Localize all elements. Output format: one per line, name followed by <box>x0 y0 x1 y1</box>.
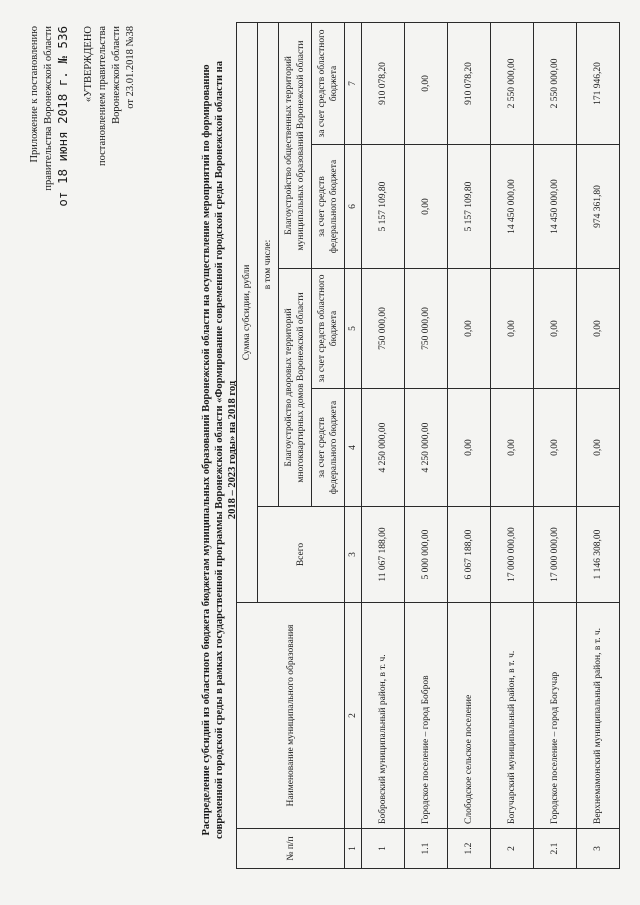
yards-regional-amount: 0,00 <box>491 269 534 389</box>
yards-federal-amount: 0,00 <box>577 389 620 507</box>
row-number: 2 <box>491 829 534 869</box>
order-line: от 18 июня 2018 г. № 536 <box>55 26 70 207</box>
row-number: 3 <box>577 829 620 869</box>
column-index: 1 <box>345 829 362 869</box>
header-municipality: Наименование муниципального образования <box>237 603 345 829</box>
yards-regional-amount: 0,00 <box>448 269 491 389</box>
header-federal-funds: за счет средств федерального бюджета <box>312 389 345 507</box>
approved-line-2: постановлением правительства <box>97 26 108 167</box>
header-yard-improvement: Благоустройство дворовых территорий многоквартирных домов Воронежской области <box>279 269 312 507</box>
yards-regional-amount: 750 000,00 <box>362 269 405 389</box>
table-row <box>448 22 491 868</box>
total-amount: 17 000 000,00 <box>491 507 534 603</box>
row-number: 1.1 <box>405 829 448 869</box>
yards-federal-amount: 4 250 000,00 <box>362 389 405 507</box>
column-index: 7 <box>345 22 362 144</box>
public-regional-amount: 171 946,20 <box>577 22 620 144</box>
public-federal-amount: 14 450 000,00 <box>491 145 534 269</box>
total-amount: 6 067 188,00 <box>448 507 491 603</box>
approval-header <box>28 26 138 326</box>
title-line-2: современной городской среды в рамках государственной программы Воронежской области «Формирование современной городской среды Воронежской области на <box>214 61 225 839</box>
row-number: 1.2 <box>448 829 491 869</box>
title-line-1: Распределение субсидий из областного бюджета бюджетам муниципальных образований Воронежской области на осуществление мероприятий по формированию <box>201 64 212 836</box>
municipality-name: Верхнемамонский муниципальный район, в т. ч. <box>577 603 620 829</box>
approved-line-3: Воронежской области <box>111 26 122 124</box>
annex-line-2: правительства Воронежской области <box>43 26 54 191</box>
yards-regional-amount: 750 000,00 <box>405 269 448 389</box>
public-regional-amount: 2 550 000,00 <box>534 22 577 144</box>
public-regional-amount: 910 078,20 <box>448 22 491 144</box>
table-row <box>405 22 448 868</box>
title-line-3: 2018 – 2023 годы» на 2018 год <box>227 380 238 520</box>
column-index: 2 <box>345 603 362 829</box>
public-federal-amount: 14 450 000,00 <box>534 145 577 269</box>
yards-federal-amount: 0,00 <box>491 389 534 507</box>
column-index: 6 <box>345 145 362 269</box>
public-federal-amount: 974 361,80 <box>577 145 620 269</box>
yards-federal-amount: 0,00 <box>534 389 577 507</box>
yards-regional-amount: 0,00 <box>534 269 577 389</box>
municipality-name: Слободское сельское поселение <box>448 603 491 829</box>
table-row <box>534 22 577 868</box>
approved-label: «УТВЕРЖДЕНО <box>83 26 94 103</box>
header-total: Всего <box>258 507 345 603</box>
municipality-name: Богучарский муниципальный район, в т. ч. <box>491 603 534 829</box>
annex-line-1: Приложение к постановлению <box>29 26 40 163</box>
public-regional-amount: 0,00 <box>405 22 448 144</box>
column-index: 4 <box>345 389 362 507</box>
public-regional-amount: 2 550 000,00 <box>491 22 534 144</box>
column-index: 3 <box>345 507 362 603</box>
row-number: 1 <box>362 829 405 869</box>
approved-line-4: от 23.01.2018 №38 <box>125 26 136 109</box>
municipality-name: Городское поселение – город Богучар <box>534 603 577 829</box>
table-row <box>577 22 620 868</box>
header-subsidy-sum: Сумма субсидии, рубли <box>237 22 258 602</box>
yards-federal-amount: 0,00 <box>448 389 491 507</box>
header-number: № п/п <box>237 829 345 869</box>
table-row <box>491 22 534 868</box>
subsidy-table <box>236 22 620 869</box>
row-number: 2.1 <box>534 829 577 869</box>
total-amount: 1 146 308,00 <box>577 507 620 603</box>
header-public-improvement: Благоустройство общественных территорий муниципальных образований Воронежской области <box>279 22 312 268</box>
public-regional-amount: 910 078,20 <box>362 22 405 144</box>
total-amount: 17 000 000,00 <box>534 507 577 603</box>
municipality-name: Городское поселение – город Бобров <box>405 603 448 829</box>
public-federal-amount: 5 157 109,80 <box>448 145 491 269</box>
public-federal-amount: 5 157 109,80 <box>362 145 405 269</box>
subsidy-table-wrapper <box>236 23 620 869</box>
total-amount: 5 000 000,00 <box>405 507 448 603</box>
header-regional-funds: за счет средств областного бюджета <box>312 269 345 389</box>
header-regional-funds: за счет средств областного бюджета <box>312 22 345 144</box>
column-index: 5 <box>345 269 362 389</box>
municipality-name: Бобровский муниципальный район, в т. ч. <box>362 603 405 829</box>
header-federal-funds: за счет средств федерального бюджета <box>312 145 345 269</box>
header-including: в том числе: <box>258 22 279 506</box>
column-index-row <box>345 22 362 868</box>
total-amount: 11 067 188,00 <box>362 507 405 603</box>
yards-regional-amount: 0,00 <box>577 269 620 389</box>
public-federal-amount: 0,00 <box>405 145 448 269</box>
document-title <box>200 55 239 845</box>
table-row <box>362 22 405 868</box>
yards-federal-amount: 4 250 000,00 <box>405 389 448 507</box>
